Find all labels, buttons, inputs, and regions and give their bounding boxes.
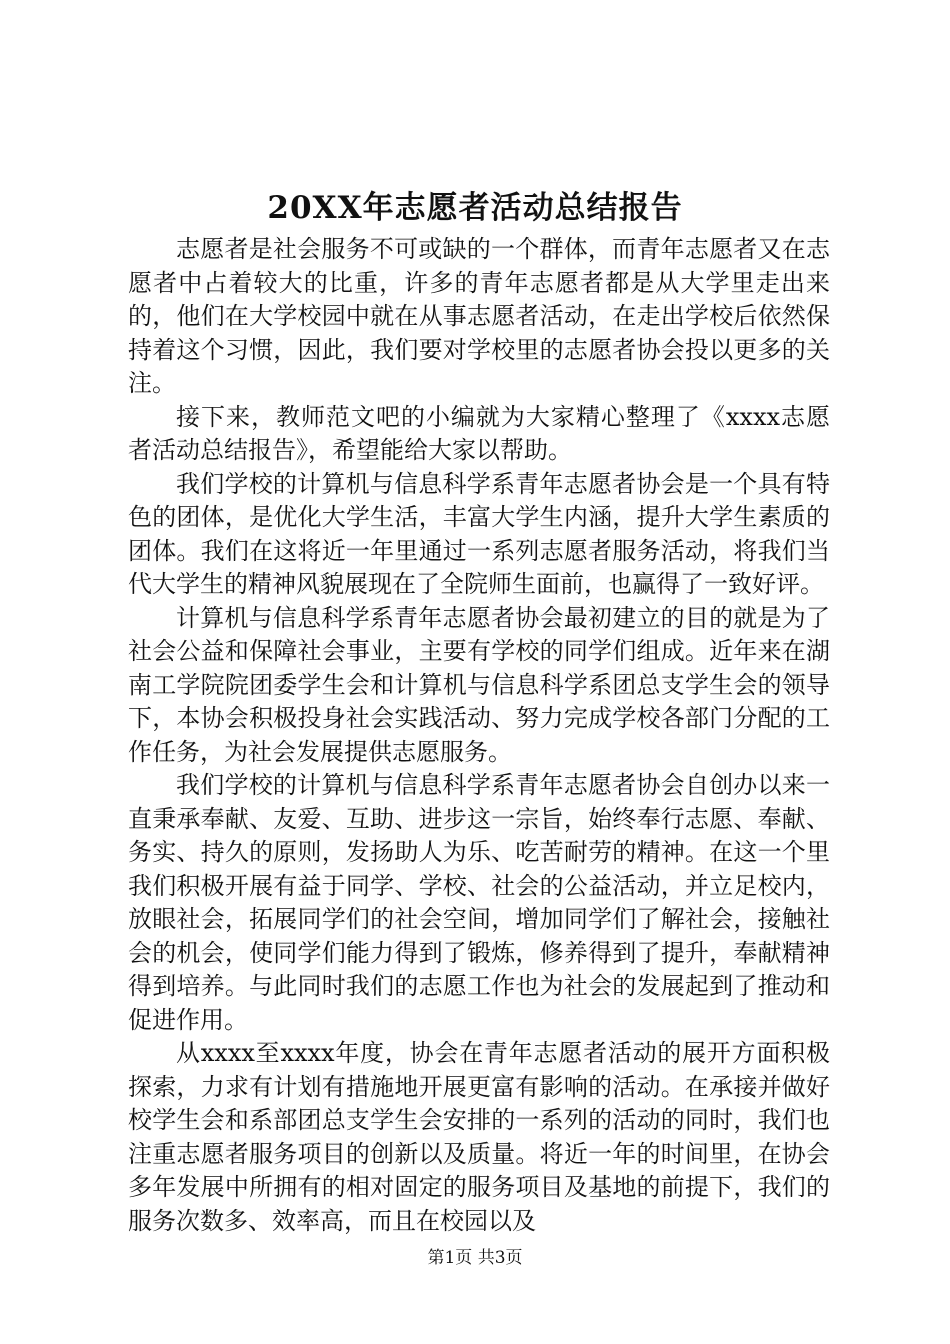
paragraph: 计算机与信息科学系青年志愿者协会最初建立的目的就是为了社会公益和保障社会事业，主要有学校的同学们组成。近年来在湖南工学院院团委学生会和计算机与信息科学系团总支学生会的领导下，本协会积极投身社会实践活动、努力完成学校各部门分配的工作任务，为社会发展提供志愿服务。 [128, 603, 830, 766]
document-title: 20XX年志愿者活动总结报告 [267, 190, 683, 226]
paragraph: 我们学校的计算机与信息科学系青年志愿者协会自创办以来一直秉承奉献、友爱、互助、进步这一宗旨，始终奉行志愿、奉献、务实、持久的原则，发扬助人为乐、吃苦耐劳的精神。在这一个里我们积极开展有益于同学、学校、社会的公益活动，并立足校内，放眼社会，拓展同学们的社会空间，增加同学们了解社会，接触社会的机会，使同学们能力得到了锻炼，修养得到了提升，奉献精神得到培养。与此同时我们的志愿工作也为社会的发展起到了推动和促进作用。 [128, 771, 830, 1034]
paragraph: 接下来，教师范文吧的小编就为大家精心整理了《xxxx志愿者活动总结报告》，希望能给大家以帮助。 [128, 402, 830, 464]
paragraph: 从xxxx至xxxx年度，协会在青年志愿者活动的展开方面积极探索，力求有计划有措施地开展更富有影响的活动。在承接并做好校学生会和系部团总支学生会安排的一系列的活动的同时，我们也注重志愿者服务项目的创新以及质量。将近一年的时间里，在协会多年发展中所拥有的相对固定的服务项目及基地的前提下，我们的服务次数多、效率高，而且在校园以及 [128, 1039, 830, 1235]
paragraph: 我们学校的计算机与信息科学系青年志愿者协会是一个具有特色的团体，是优化大学生活，丰富大学生内涵，提升大学生素质的团体。我们在这将近一年里通过一系列志愿者服务活动，将我们当代大学生的精神风貌展现在了全院师生面前，也赢得了一致好评。 [128, 469, 830, 598]
paragraph: 志愿者是社会服务不可或缺的一个群体，而青年志愿者又在志愿者中占着较大的比重，许多的青年志愿者都是从大学里走出来的，他们在大学校园中就在从事志愿者活动，在走出学校后依然保持着这个习惯，因此，我们要对学校里的志愿者协会投以更多的关注。 [128, 235, 830, 397]
document-body [128, 233, 830, 1238]
page-number-footer: 第1页 共3页 [427, 1248, 523, 1268]
